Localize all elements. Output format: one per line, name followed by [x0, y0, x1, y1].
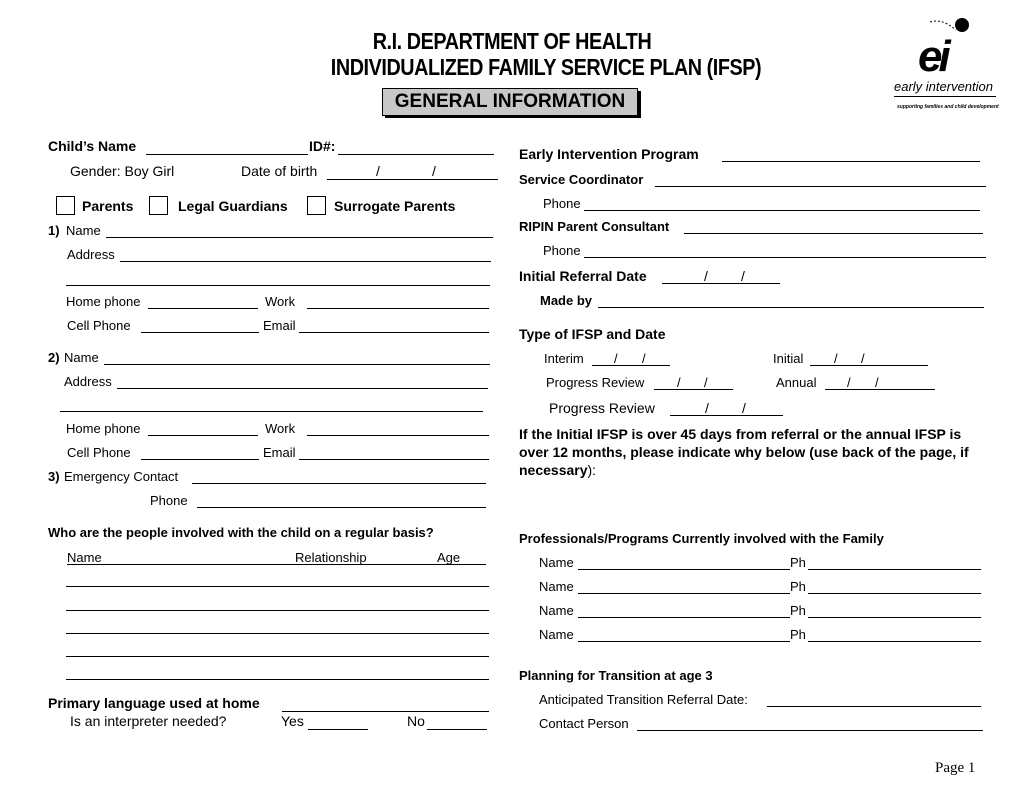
interim-slash-1: /: [614, 351, 618, 366]
transition-label: Planning for Transition at age 3: [519, 668, 713, 683]
ripin-phone-field[interactable]: [584, 257, 986, 258]
initial-referral-label: Initial Referral Date: [519, 268, 647, 284]
service-coordinator-label: Service Coordinator: [519, 172, 644, 187]
title-ifsp: INDIVIDUALIZED FAMILY SERVICE PLAN (IFSP): [330, 54, 762, 80]
contact2-cell-phone-label: Cell Phone: [67, 445, 131, 460]
contact3-number: 3): [48, 469, 60, 484]
annual-field[interactable]: [825, 389, 935, 390]
progress-review-field-2[interactable]: [670, 415, 783, 416]
anticipated-label: Anticipated Transition Referral Date:: [539, 692, 748, 707]
parents-checkbox[interactable]: [56, 196, 75, 215]
prof3-name-label: Name: [539, 603, 574, 618]
primary-language-label: Primary language used at home: [48, 695, 260, 711]
contact1-number: 1): [48, 223, 60, 238]
progress1-slash-2: /: [704, 375, 708, 390]
interim-field[interactable]: [592, 365, 670, 366]
logo-mark: ei: [918, 32, 947, 81]
contact1-home-phone-field[interactable]: [148, 308, 258, 309]
program-field[interactable]: [722, 161, 980, 162]
annual-slash-1: /: [847, 375, 851, 390]
id-field[interactable]: [338, 154, 494, 155]
coordinator-phone-label: Phone: [543, 196, 581, 211]
contact2-home-phone-field[interactable]: [148, 435, 258, 436]
prof3-ph-label: Ph: [790, 603, 806, 618]
prof4-name-label: Name: [539, 627, 574, 642]
contact1-address-label: Address: [67, 247, 115, 262]
ripin-phone-label: Phone: [543, 243, 581, 258]
progress1-slash-1: /: [677, 375, 681, 390]
surrogate-parents-label: Surrogate Parents: [334, 198, 456, 214]
coordinator-phone-field[interactable]: [584, 210, 980, 211]
anticipated-field[interactable]: [767, 706, 981, 707]
type-ifsp-label: Type of IFSP and Date: [519, 326, 666, 342]
prof2-ph-label: Ph: [790, 579, 806, 594]
contact2-home-phone-label: Home phone: [66, 421, 141, 436]
interpreter-yes-label: Yes: [281, 713, 304, 729]
contact1-name-field[interactable]: [106, 237, 493, 238]
emergency-phone-label: Phone: [150, 493, 188, 508]
prof1-name-field[interactable]: [578, 569, 790, 570]
made-by-field[interactable]: [598, 307, 984, 308]
primary-language-field[interactable]: [282, 711, 489, 712]
annual-slash-2: /: [875, 375, 879, 390]
contact-person-field[interactable]: [637, 730, 983, 731]
contact1-home-phone-label: Home phone: [66, 294, 141, 309]
contact2-cell-phone-field[interactable]: [141, 459, 259, 460]
prof2-name-field[interactable]: [578, 593, 790, 594]
late-ifsp-notice-end: ):: [587, 462, 597, 478]
ripin-label: RIPIN Parent Consultant: [519, 219, 670, 234]
initial-referral-field[interactable]: [662, 283, 780, 284]
interpreter-no-field[interactable]: [427, 729, 487, 730]
prof4-name-field[interactable]: [578, 641, 790, 642]
legal-guardians-label: Legal Guardians: [178, 198, 288, 214]
prof1-ph-label: Ph: [790, 555, 806, 570]
contact1-work-label: Work: [265, 294, 296, 309]
initial-slash-1: /: [834, 351, 838, 366]
people-row-2[interactable]: [66, 610, 489, 611]
emergency-contact-field[interactable]: [192, 483, 486, 484]
logo-name: early intervention: [894, 79, 993, 94]
made-by-label: Made by: [540, 293, 593, 308]
col-relationship-header: Relationship: [295, 550, 367, 565]
professionals-label: Professionals/Programs Currently involved with the Family: [519, 531, 884, 546]
contact1-address-field[interactable]: [120, 261, 491, 262]
interim-label: Interim: [544, 351, 584, 366]
contact2-name-field[interactable]: [104, 364, 490, 365]
contact1-address-field-2[interactable]: [66, 285, 490, 286]
contact2-name-label: Name: [64, 350, 99, 365]
col-name-header: Name: [67, 550, 102, 565]
prof1-ph-field[interactable]: [808, 569, 981, 570]
interim-slash-2: /: [642, 351, 646, 366]
emergency-contact-label: Emergency Contact: [64, 469, 179, 484]
child-name-field[interactable]: [146, 154, 308, 155]
progress2-slash-2: /: [742, 400, 746, 416]
contact1-name-label: Name: [66, 223, 101, 238]
progress-review-field-1[interactable]: [654, 389, 733, 390]
progress-review-label-2: Progress Review: [549, 400, 655, 416]
people-row-3[interactable]: [66, 633, 489, 634]
page-number: Page 1: [935, 760, 976, 776]
title-department: R.I. DEPARTMENT OF HEALTH: [372, 28, 652, 54]
dob-slash-1: /: [376, 163, 380, 179]
surrogate-parents-checkbox[interactable]: [307, 196, 326, 215]
contact2-email-field[interactable]: [299, 459, 489, 460]
contact2-work-label: Work: [265, 421, 296, 436]
prof4-ph-field[interactable]: [808, 641, 981, 642]
prof4-ph-label: Ph: [790, 627, 806, 642]
referral-slash-1: /: [704, 268, 708, 284]
parents-label: Parents: [82, 198, 134, 214]
service-coordinator-field[interactable]: [655, 186, 986, 187]
people-question: Who are the people involved with the child on a regular basis?: [48, 525, 434, 540]
dob-label: Date of birth: [241, 163, 318, 179]
people-row-5[interactable]: [66, 679, 489, 680]
people-row-1[interactable]: [66, 586, 489, 587]
contact2-email-label: Email: [263, 445, 296, 460]
late-ifsp-notice-text: If the Initial IFSP is over 45 days from referral or the annual IFSP is over 12 months, please indicate why below (use back of the page, if necessary: [519, 426, 969, 478]
interpreter-yes-field[interactable]: [308, 729, 368, 730]
prof1-name-label: Name: [539, 555, 574, 570]
dob-field[interactable]: [327, 179, 498, 180]
contact2-work-field[interactable]: [307, 435, 489, 436]
referral-slash-2: /: [741, 268, 745, 284]
late-ifsp-notice: [519, 425, 994, 479]
logo-ball-icon: [955, 18, 969, 32]
logo-tagline: supporting families and child development: [897, 104, 999, 110]
ripin-field[interactable]: [684, 233, 983, 234]
legal-guardians-checkbox[interactable]: [149, 196, 168, 215]
contact-person-label: Contact Person: [539, 716, 629, 731]
progress2-slash-1: /: [705, 400, 709, 416]
initial-label: Initial: [773, 351, 804, 366]
contact2-address-field-2[interactable]: [60, 411, 483, 412]
prof2-ph-field[interactable]: [808, 593, 981, 594]
gender-label: Gender: Boy Girl: [70, 163, 175, 179]
interpreter-label: Is an interpreter needed?: [70, 713, 227, 729]
initial-field[interactable]: [810, 365, 928, 366]
prof3-ph-field[interactable]: [808, 617, 981, 618]
interpreter-no-label: No: [407, 713, 425, 729]
section-general-information: GENERAL INFORMATION: [382, 88, 638, 116]
emergency-phone-field[interactable]: [197, 507, 486, 508]
initial-slash-2: /: [861, 351, 865, 366]
people-header-rule: [67, 564, 486, 565]
contact2-address-label: Address: [64, 374, 112, 389]
contact1-work-field[interactable]: [307, 308, 489, 309]
program-label: Early Intervention Program: [519, 146, 699, 162]
id-label: ID#:: [309, 138, 336, 154]
progress-review-label-1: Progress Review: [546, 375, 645, 390]
contact1-email-label: Email: [263, 318, 296, 333]
dob-slash-2: /: [432, 163, 436, 179]
people-row-4[interactable]: [66, 656, 489, 657]
prof2-name-label: Name: [539, 579, 574, 594]
contact1-cell-phone-label: Cell Phone: [67, 318, 131, 333]
col-age-header: Age: [437, 550, 461, 565]
contact2-address-field[interactable]: [117, 388, 488, 389]
contact2-number: 2): [48, 350, 60, 365]
logo-rule: [894, 96, 996, 97]
prof3-name-field[interactable]: [578, 617, 790, 618]
annual-label: Annual: [776, 375, 817, 390]
child-name-label: Child’s Name: [48, 138, 137, 154]
contact1-cell-phone-field[interactable]: [141, 332, 259, 333]
contact1-email-field[interactable]: [299, 332, 489, 333]
